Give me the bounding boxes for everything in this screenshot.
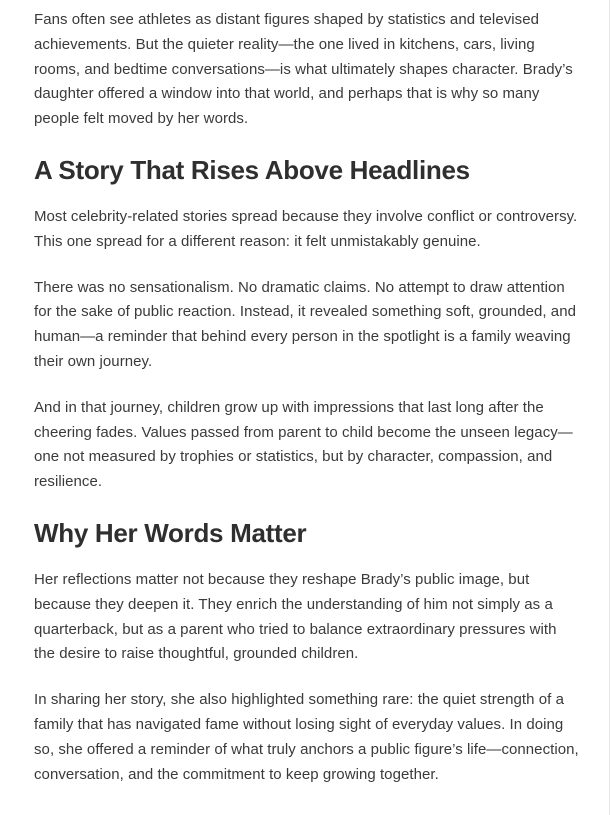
- words-paragraph-2: In sharing her story, she also highlighted something rare: the quiet strength of a family that has navigated fame without losing sight of everyday values. In doing so, she offered a reminder of what truly anchors a public figure’s life—connection, conversation, and the commitment to keep growing together.: [34, 691, 579, 783]
- words-paragraph-1: Her reflections matter not because they reshape Brady’s public image, but because they deepen it. They enrich the understanding of him not simply as a quarterback, but as a parent who tried to balance extraordinary pressures with the desire to raise thoughtful, grounded children.: [34, 570, 557, 663]
- story-paragraph-3: And in that journey, children grow up with impressions that last long after the cheering fades. Values passed from parent to child become the unseen legacy—one not measured by trophies or statistics, but by character, compassion, and resilience.: [34, 398, 573, 491]
- article-body: [34, 8, 579, 808]
- intro-paragraph: Fans often see athletes as distant figures shaped by statistics and televised achievements. But the quieter reality—the one lived in kitchens, cars, living rooms, and bedtime conversations—is what ultimately shapes character. Brady’s daughter offered a window into that world, and perhaps that is why so many people felt moved by her words.: [34, 11, 573, 128]
- story-paragraph-2: There was no sensationalism. No dramatic claims. No attempt to draw attention for the sake of public reaction. Instead, it revealed something soft, grounded, and human—a reminder that behind every person in the spotlight is a family weaving their own journey.: [34, 278, 576, 370]
- section-heading-story: A Story That Rises Above Headlines: [34, 154, 470, 185]
- story-paragraph-1: Most celebrity-related stories spread because they involve conflict or controversy. This one spread for a different reason: it felt unmistakably genuine.: [34, 207, 578, 250]
- section-heading-words: Why Her Words Matter: [34, 517, 307, 548]
